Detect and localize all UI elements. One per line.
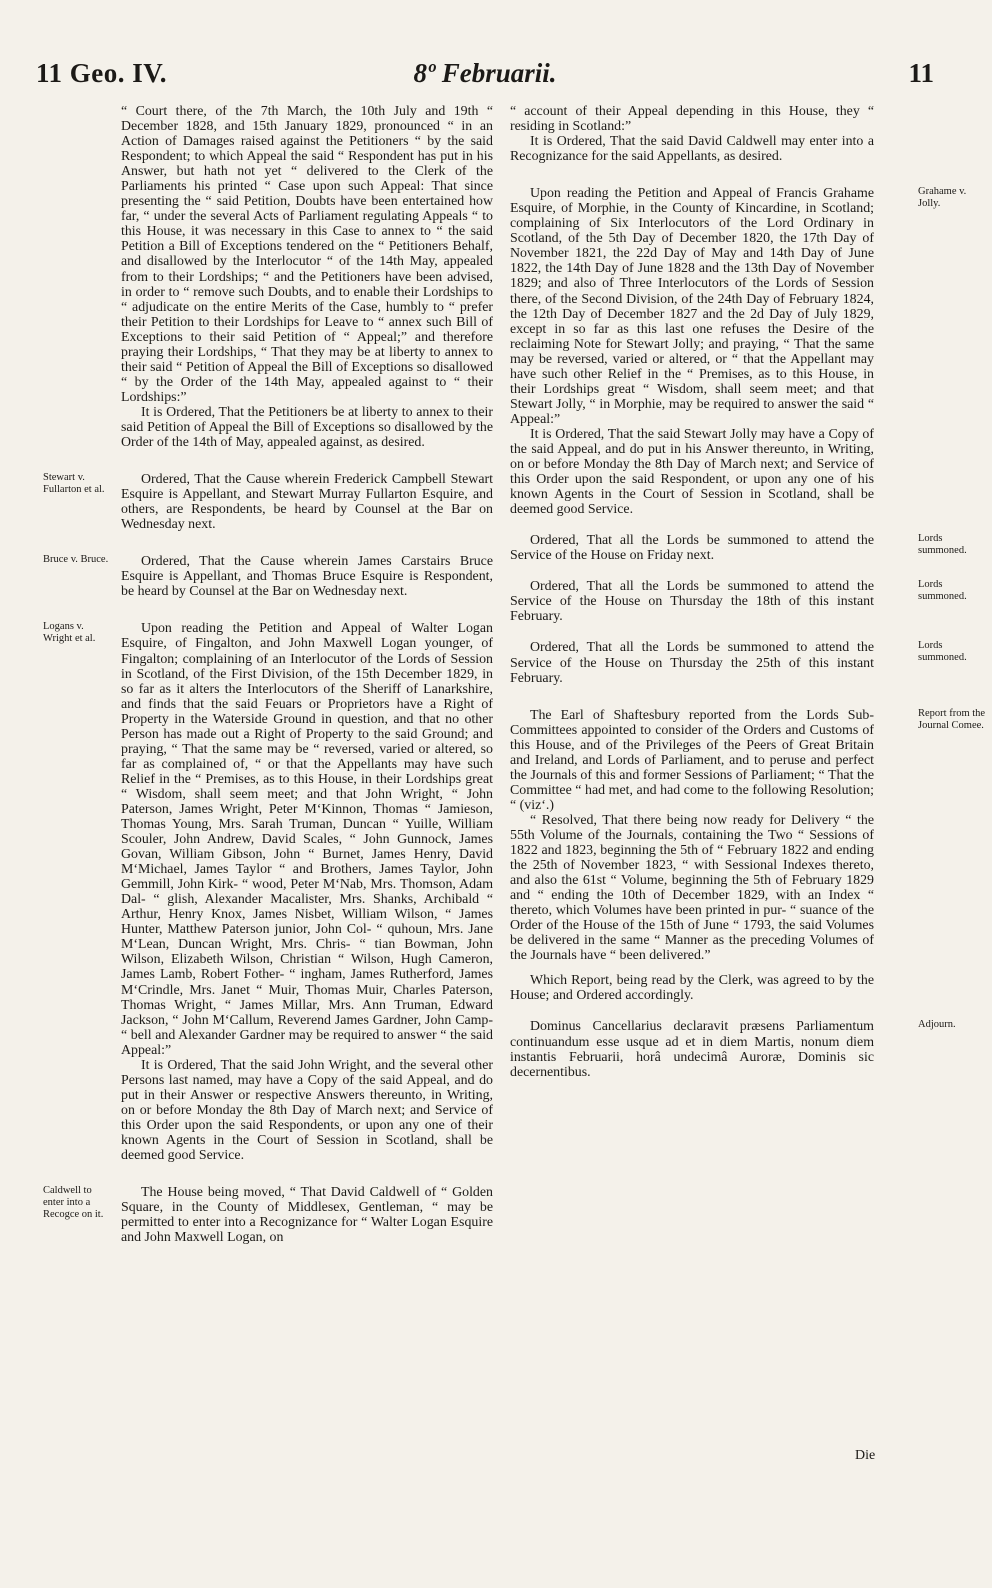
right-column <box>510 104 986 1080</box>
entry-caldwell-continued <box>510 104 874 164</box>
paragraph: It is Ordered, That the said Stewart Jolly may have a Copy of the said Appeal, and do put in his Answer thereunto, in Writing, on or before Monday the 8th Day of March next; and Service of this Order upon the said Respondent, or upon any one of his known Agents in the Court of Session in Scotland, shall be deemed good Service. <box>510 426 874 518</box>
entry-report-journal <box>510 707 986 1004</box>
paragraph: The Earl of Shaftesbury reported from the Lords Sub-Committees appointed to consider of the Orders and Customs of this House, and of the Privileges of the Peers of Great Britain and Ireland, and Lords of Parliament, and to peruse and perfect the Journals of this and former Sessions of Parliament; “ That the Committee “ had met, and had come to the following Resolution; “ (viz‘.) <box>510 707 874 813</box>
margin-note: Report from the Journal Comee. <box>918 707 986 731</box>
margin-note: Bruce v. Bruce. <box>43 554 109 566</box>
margin-note: Grahame v. Jolly. <box>918 186 967 210</box>
paragraph: “ Court there, of the 7th March, the 10th July and 19th “ December 1828, and 15th January 1829, pronounced “ in an Action of Damages raised against the Petitioners “ by the said Respondent; to which Appeal the said “ Respondent has put in his Answer, but hath not yet “ delivered to the Clerk of the Parliaments his printed “ Case upon such Appeal: That since presenting the “ said Petition, Doubts have been entertained how far, “ under the several Acts of Parliament regulating Appeals “ to this House, it was necessary in this Case to annex to “ the said Petition a Bill of Exceptions tendered on the “ Petitioners Behalf, and disallowed by the Interlocutor “ of the 14th May, appealed from to their Lordships; “ and the Petitioners have been advised, in order to “ remove such Doubts, and to enable their Lordships to “ adjudicate on the entire Merits of the Case, humbly to “ prefer their Petition to their Lordships for Leave to “ annex such Bill of Exceptions to their said Petition of “ Appeal;” and therefore praying their Lordships, “ That they may be at liberty to annex to their said “ Petition of Appeal the Bill of Exceptions so disallowed “ by the Order of the 14th May, appealed against to “ their Lordships:” <box>121 104 493 405</box>
entry-lords-summoned <box>510 579 967 625</box>
page-number: 11 <box>908 58 934 88</box>
margin-note: Lords summoned. <box>918 579 967 603</box>
session-date: 8º Februarii. <box>413 58 557 88</box>
paragraph: “ account of their Appeal depending in this House, they “ residing in Scotland:” <box>510 104 874 135</box>
entry-bruce-bruce <box>43 554 493 600</box>
paragraph: Upon reading the Petition and Appeal of Walter Logan Esquire, of Fingalton, and John Maxwell Logan younger, of Fingalton; complaining of an Interlocutor of the Lords of Session in Scotland, of the First Division, of the 15th December 1829, in so far as it alters the Interlocutors of the Sheriff of Lanarkshire, and finds that the said Feuars or Proprietors have a Right of Property in the Waterside Ground in question, and that no other Person has made out a Right of Property to the said Ground; and praying, “ That the same may be “ reversed, varied or altered, so far as complained of, “ or that the Appellants may have such Relief in the “ Premises, as to this House, in their Lordships great “ Wisdom, shall seem meet; and that John Wright, “ John Paterson, James Wright, Peter M‘Kinnon, Thomas “ Jamieson, Thomas Young, Mrs. Sarah Truman, Duncan “ Yuille, William Scouler, John Andrew, David Scales, “ John Gunnock, James Govan, William Gibson, John “ Burnet, James Henry, David M‘Michael, James Taylor “ and Brothers, James Taylor, John Gemmill, John Kirk- “ wood, Peter M‘Nab, Mrs. Thomson, Adam Dal- “ glish, Alexander Macalister, Mrs. Shanks, Archibald “ Arthur, Henry Knox, James Nisbet, William Wilson, “ James Hunter, Matthew Paterson junior, John Col- “ quhoun, Mrs. Jane M‘Lean, Duncan Wright, Mrs. Chris- “ tian Bowman, John Wilson, Elizabeth Wilson, Christian “ Wilson, Hugh Cameron, James Lamb, Robert Fother- “ ingham, James Rutherford, James M‘Crindle, Mrs. Janet “ Muir, Thomas Muir, Charles Paterson, Thomas Wright, “ James Millar, Mrs. Ann Truman, Edward Jackson, “ John M‘Callum, Reverend James Gardner, John Camp- “ bell and Alexander Gardner may be required to answer “ the said Appeal:” <box>121 621 493 1058</box>
paragraph: Ordered, That all the Lords be summoned to attend the Service of the House on Thursday the 18th of this instant February. <box>510 579 874 625</box>
entry-stewart-fullarton <box>43 472 493 533</box>
paragraph: Which Report, being read by the Clerk, was agreed to by the House; and Ordered accordingly. <box>510 973 874 1004</box>
margin-note: Stewart v. Fullarton et al. <box>43 472 105 496</box>
paragraph: Ordered, That all the Lords be summoned to attend the Service of the House on Friday next. <box>510 533 874 564</box>
entry-adjourn <box>510 1019 956 1080</box>
paragraph: It is Ordered, That the Petitioners be at liberty to annex to their said Petition of Appeal the Bill of Exceptions so disallowed by the Order of the 14th of May, appealed against, as desired. <box>121 404 493 451</box>
paragraph: Ordered, That the Cause wherein James Carstairs Bruce Esquire is Appellant, and Thomas Bruce Esquire is Respondent, be heard by Counsel at the Bar on Wednesday next. <box>121 554 493 600</box>
margin-note: Caldwell to enter into a Recogce on it. <box>43 1185 104 1221</box>
margin-note: Adjourn. <box>918 1019 956 1031</box>
paragraph: The House being moved, “ That David Caldwell of “ Golden Square, in the County of Middlesex, Gentleman, “ may be permitted to enter into a Recognizance for “ Walter Logan Esquire and John Maxwell Logan, on <box>121 1185 493 1246</box>
entry-lords-summoned <box>510 533 967 564</box>
paragraph: Dominus Cancellarius declaravit præsens Parliamentum continuandum esse usque ad et in diem Martis, nonum diem instantis Februarii, horâ undecimâ Auroræ, Dominis sic decernentibus. <box>510 1019 874 1080</box>
catchword: Die <box>855 1448 876 1463</box>
page-header <box>36 58 934 98</box>
paragraph: Ordered, That all the Lords be summoned to attend the Service of the House on Thursday the 25th of this instant February. <box>510 640 874 686</box>
entry-logans-wright <box>43 621 493 1164</box>
entry-caldwell-recognizance <box>43 1185 493 1246</box>
paragraph: It is Ordered, That the said John Wright, and the several other Persons last named, may have a Copy of the said Appeal, and do put in their Answer or respective Answers thereunto, in Writing, on or before Monday the 8th Day of March next; and Service of this Order upon the said Respondents, or upon any one of their known Agents in the Court of Session in Scotland, shall be deemed good Service. <box>121 1057 493 1164</box>
entry-grahame-jolly <box>510 186 967 518</box>
margin-note: Lords summoned. <box>918 533 967 557</box>
entry-appeal-continued <box>121 104 493 450</box>
entry-lords-summoned <box>510 640 967 686</box>
regnal-year: 11 Geo. IV. <box>36 58 168 88</box>
paragraph: It is Ordered, That the said David Caldwell may enter into a Recognizance for the said Appellants, as desired. <box>510 134 874 165</box>
margin-note: Lords summoned. <box>918 640 967 664</box>
margin-note: Logans v. Wright et al. <box>43 621 96 645</box>
left-column <box>43 104 493 1246</box>
paragraph: Upon reading the Petition and Appeal of Francis Grahame Esquire, of Morphie, in the County of Kincardine, in Scotland; complaining of Six Interlocutors of the Lord Ordinary in Scotland, of the 5th Day of December 1820, the 17th Day of November 1821, the 22d Day of May and 14th Day of June 1822, the 14th Day of June 1828 and the 13th Day of November 1829; and also of Three Interlocutors of the Lords of Session there, of the Second Division, of the 24th Day of February 1824, the 12th Day of December 1827 and the 2d Day of July 1829, except in so far as this last one refuses the Desire of the reclaiming Note for Stewart Jolly; and praying, “ That the same may be reversed, varied or altered, or “ that the Appellant may have such other Relief in the “ Premises, as to this House, in their Lordships great “ Wisdom, shall seem meet; and that Stewart Jolly, “ in Morphie, may be required to answer the said “ Appeal:” <box>510 186 874 427</box>
paragraph: Ordered, That the Cause wherein Frederick Campbell Stewart Esquire is Appellant, and Stewart Murray Fullarton Esquire, and others, are Respondents, be heard by Counsel at the Bar on Wednesday next. <box>121 472 493 533</box>
paragraph: “ Resolved, That there being now ready for Delivery “ the 55th Volume of the Journals, containing the Two “ Sessions of 1822 and 1823, beginning the 5th of “ February 1822 and ending the 25th of November 1823, “ with Sessional Indexes thereto, and also the 61st “ Volume, beginning the 5th of February 1829 and “ ending the 10th of December 1829, with an Index “ thereto, which Volumes have been printed in pur- “ suance of the Order of the House of the 15th of June “ 1793, the said Volumes be delivered in the same “ Manner as the preceding Volumes of the Journals have “ been delivered.” <box>510 812 874 964</box>
